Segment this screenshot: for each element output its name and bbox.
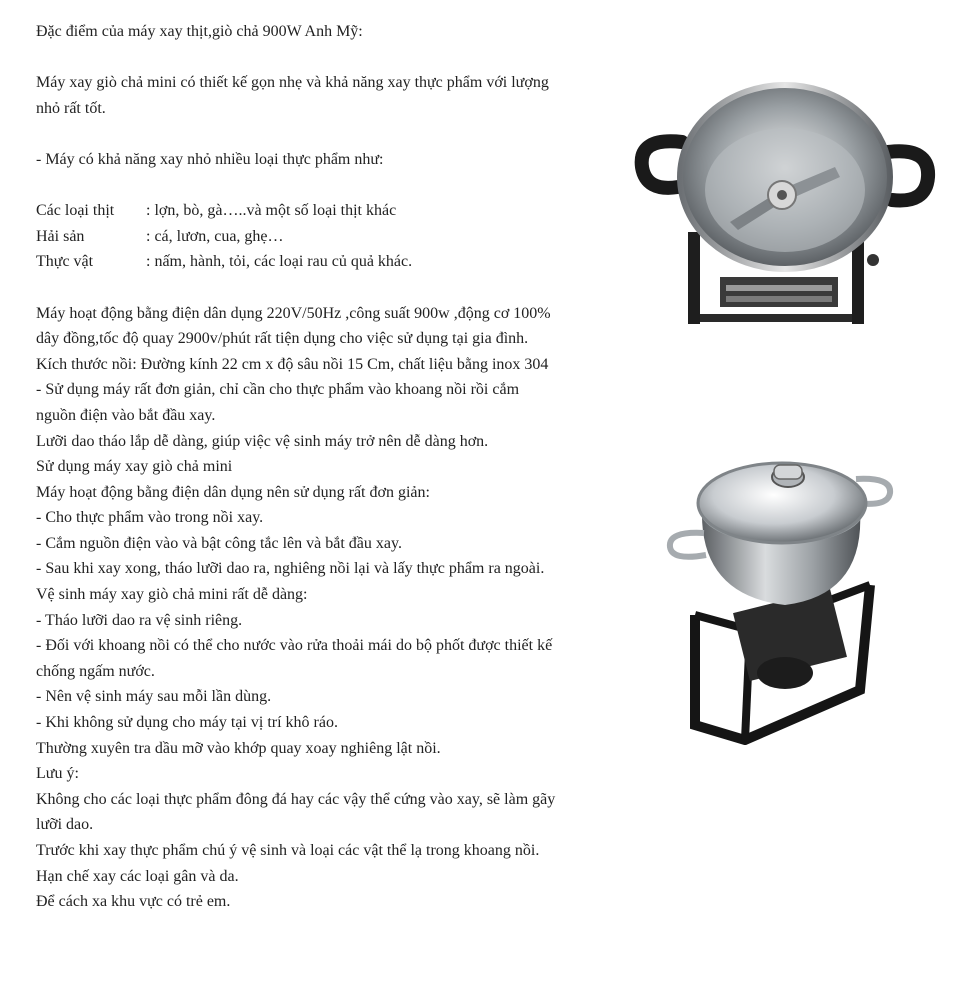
text-line: Thường xuyên tra dầu mỡ vào khớp quay xoay nghiêng lật nồi. [36,739,441,757]
text-line: - Sử dụng máy rất đơn giản, chỉ cần cho thực phẩm vào khoang nồi rồi cắm nguồn điện vào bắt đầu xay. [36,381,520,424]
text-line: - Tháo lưỡi dao ra vệ sinh riêng. [36,611,243,629]
description-column [36,19,556,915]
text-line: - Cắm nguồn điện vào và bật công tắc lên và bắt đầu xay. [36,534,402,552]
heading: Đặc điểm của máy xay thịt,giò chả 900W Anh Mỹ: [36,23,363,40]
product-image-lidded-pot [660,455,900,745]
intro-paragraph: Máy xay giò chả mini có thiết kế gọn nhẹ và khả năng xay thực phẩm với lượng nhỏ rất tốt. [36,74,549,117]
product-image-open-pot [630,82,940,337]
text-line: Trước khi xay thực phẩm chú ý vệ sinh và loại các vật thể lạ trong khoang nồi. [36,842,540,859]
spec-value: : lợn, bò, gà…..và một số loại thịt khác [146,202,397,220]
text-line: Không cho các loại thực phẩm đông đá hay các vậy thể cứng vào xay, sẽ làm gãy lưỡi dao. [36,790,556,834]
text-line: Vệ sinh máy xay giò chả mini rất dễ dàng: [36,586,308,604]
text-line: Máy hoạt động bằng điện dân dụng nên sử dụng rất đơn giản: [36,483,430,501]
text-line: Sử dụng máy xay giò chả mini [36,458,233,476]
text-line: Máy hoạt động bằng điện dân dụng 220V/50Hz ,công suất 900w ,động cơ 100% dây đồng,tốc độ quay 2900v/phút rất tiện dụng cho việc sử dụng tại gia đình. [36,304,551,348]
text-line: Lưỡi dao tháo lắp dễ dàng, giúp việc vệ sinh máy trở nên dễ dàng hơn. [36,432,489,450]
spec-row [36,249,556,275]
spec-row [36,224,556,250]
spec-row [36,198,556,224]
spacer [36,45,556,71]
text-line: - Nên vệ sinh máy sau mỗi lần dùng. [36,688,272,706]
spec-key: Các loại thịt [36,202,115,220]
ability-line: - Máy có khả năng xay nhỏ nhiều loại thực phẩm như: [36,150,384,168]
text-line: Hạn chế xay các loại gân và da. [36,867,239,885]
spacer [36,121,556,147]
text-line: - Đối với khoang nồi có thể cho nước vào rửa thoải mái do bộ phốt được thiết kế chống ngấm nước. [36,637,553,680]
text-line: - Cho thực phẩm vào trong nồi xay. [36,509,264,527]
text-line: Kích thước nồi: Đường kính 22 cm x độ sâu nồi 15 Cm, chất liệu bằng inox 304 [36,355,549,373]
text-line: - Khi không sử dụng cho máy tại vị trí khô ráo. [36,714,338,732]
spec-value: : nấm, hành, tỏi, các loại rau củ quả khác. [146,253,413,271]
text-line: Để cách xa khu vực có trẻ em. [36,893,231,911]
text-line: - Sau khi xay xong, tháo lưỡi dao ra, nghiêng nồi lại và lấy thực phẩm ra ngoài. [36,560,545,578]
spacer [36,173,556,199]
spec-value: : cá, lươn, cua, ghẹ… [146,227,284,245]
spec-key: Hải sản [36,227,85,245]
text-line: Lưu ý: [36,765,79,783]
spacer [36,275,556,301]
spec-key: Thực vật [36,253,94,271]
